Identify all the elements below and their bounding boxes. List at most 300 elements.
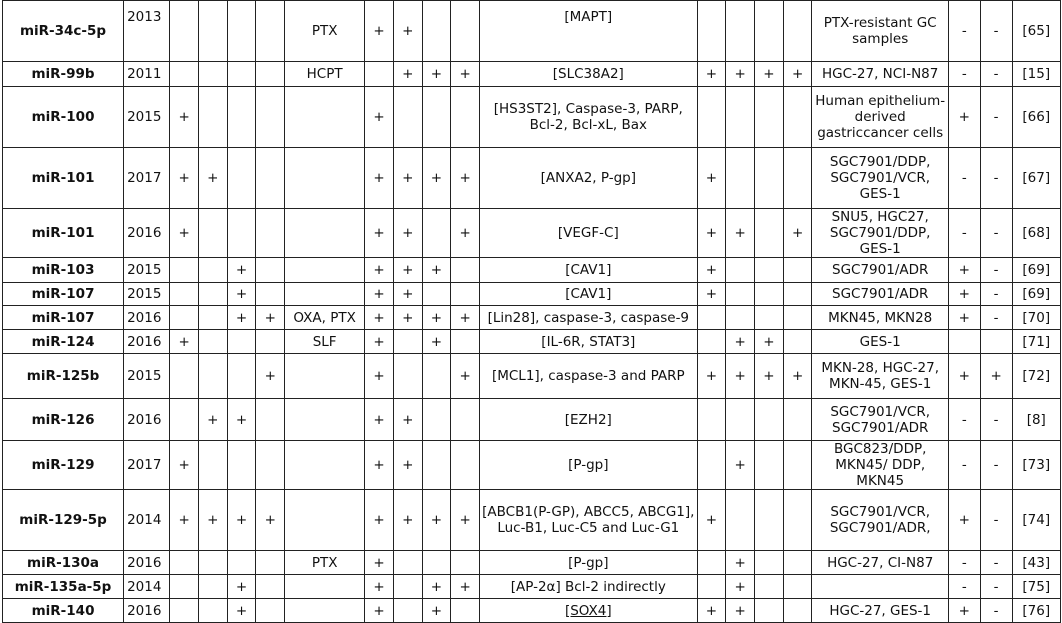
year-cell: 2015 xyxy=(124,87,170,148)
table-cell: + xyxy=(393,490,422,551)
table-cell: [69] xyxy=(1012,283,1060,306)
table-row xyxy=(3,306,1061,330)
table-cell xyxy=(393,551,422,575)
year-cell: 2016 xyxy=(124,399,170,441)
table-cell: [P-gp] xyxy=(480,551,698,575)
table-cell: + xyxy=(948,354,980,399)
table-row xyxy=(3,490,1061,551)
table-cell: [MAPT] xyxy=(480,1,698,62)
table-cell xyxy=(393,87,422,148)
table-cell xyxy=(726,490,755,551)
table-cell: + xyxy=(365,399,394,441)
table-cell: + xyxy=(393,62,422,87)
table-cell xyxy=(198,330,227,354)
table-cell: + xyxy=(422,330,451,354)
table-cell: + xyxy=(422,148,451,209)
table-cell xyxy=(755,399,784,441)
table-cell: + xyxy=(365,490,394,551)
table-cell xyxy=(198,209,227,258)
mirna-name-cell: miR-126 xyxy=(3,399,124,441)
table-cell: - xyxy=(980,575,1012,599)
table-cell xyxy=(285,441,365,490)
table-cell: - xyxy=(948,441,980,490)
table-cell xyxy=(365,62,394,87)
table-cell xyxy=(170,575,199,599)
table-cell: + xyxy=(170,441,199,490)
table-cell xyxy=(393,330,422,354)
table-cell xyxy=(198,551,227,575)
table-cell xyxy=(285,148,365,209)
table-cell: [VEGF-C] xyxy=(480,209,698,258)
table-cell: - xyxy=(980,283,1012,306)
table-cell xyxy=(227,551,256,575)
table-cell xyxy=(755,599,784,623)
year-cell: 2013 xyxy=(124,1,170,62)
year-cell: 2017 xyxy=(124,148,170,209)
year-cell: 2014 xyxy=(124,490,170,551)
table-cell: + xyxy=(365,283,394,306)
table-row xyxy=(3,1,1061,62)
table-cell xyxy=(198,87,227,148)
table-cell xyxy=(170,1,199,62)
table-cell xyxy=(170,354,199,399)
table-cell xyxy=(198,441,227,490)
table-row xyxy=(3,599,1061,623)
table-cell: + xyxy=(422,62,451,87)
table-cell: + xyxy=(451,575,480,599)
mirna-name-cell: miR-135a-5p xyxy=(3,575,124,599)
table-cell: + xyxy=(393,1,422,62)
table-cell: - xyxy=(948,209,980,258)
table-cell xyxy=(256,283,285,306)
table-cell xyxy=(256,330,285,354)
table-cell: SLF xyxy=(285,330,365,354)
table-cell: [HS3ST2], Caspase-3, PARP, Bcl-2, Bcl-xL, Bax xyxy=(480,87,698,148)
table-cell: - xyxy=(948,62,980,87)
table-cell xyxy=(948,330,980,354)
table-cell xyxy=(783,148,812,209)
table-cell: + xyxy=(227,258,256,283)
table-row xyxy=(3,62,1061,87)
table-cell xyxy=(783,1,812,62)
table-cell xyxy=(285,599,365,623)
table-row xyxy=(3,148,1061,209)
table-row xyxy=(3,87,1061,148)
table-cell: + xyxy=(227,490,256,551)
table-cell xyxy=(697,441,726,490)
table-cell: + xyxy=(726,441,755,490)
table-cell: - xyxy=(948,551,980,575)
table-cell: [IL-6R, STAT3] xyxy=(480,330,698,354)
table-cell xyxy=(726,283,755,306)
mirna-name-cell: miR-99b xyxy=(3,62,124,87)
table-cell xyxy=(451,399,480,441)
table-cell: + xyxy=(227,399,256,441)
year-cell: 2016 xyxy=(124,209,170,258)
table-row xyxy=(3,551,1061,575)
table-cell: + xyxy=(697,490,726,551)
table-cell: + xyxy=(393,258,422,283)
table-cell xyxy=(755,209,784,258)
table-cell: + xyxy=(948,599,980,623)
table-cell xyxy=(227,148,256,209)
table-cell: [74] xyxy=(1012,490,1060,551)
table-cell xyxy=(451,1,480,62)
table-cell xyxy=(755,1,784,62)
table-cell: - xyxy=(980,441,1012,490)
table-cell: + xyxy=(170,330,199,354)
table-cell: [MCL1], caspase-3 and PARP xyxy=(480,354,698,399)
table-cell: [AP-2α] Bcl-2 indirectly xyxy=(480,575,698,599)
table-cell: [76] xyxy=(1012,599,1060,623)
table-cell: + xyxy=(755,354,784,399)
table-cell xyxy=(422,209,451,258)
table-cell: - xyxy=(948,575,980,599)
table-cell: - xyxy=(948,148,980,209)
table-cell: SGC7901/ADR xyxy=(812,258,948,283)
table-cell xyxy=(170,62,199,87)
table-cell xyxy=(451,258,480,283)
table-cell: SGC7901/VCR, SGC7901/ADR, xyxy=(812,490,948,551)
table-cell: [69] xyxy=(1012,258,1060,283)
table-cell: + xyxy=(697,283,726,306)
table-cell: + xyxy=(365,87,394,148)
table-body xyxy=(3,1,1061,623)
table-cell xyxy=(783,575,812,599)
table-cell: - xyxy=(980,62,1012,87)
table-cell xyxy=(256,1,285,62)
table-cell: + xyxy=(365,209,394,258)
table-cell xyxy=(755,490,784,551)
table-cell: + xyxy=(198,490,227,551)
table-cell: + xyxy=(198,148,227,209)
table-cell xyxy=(170,599,199,623)
table-cell: SGC7901/DDP, SGC7901/VCR, GES-1 xyxy=(812,148,948,209)
table-cell: + xyxy=(726,354,755,399)
table-cell xyxy=(285,490,365,551)
table-cell xyxy=(227,330,256,354)
table-cell xyxy=(285,87,365,148)
table-cell xyxy=(285,258,365,283)
table-cell: [67] xyxy=(1012,148,1060,209)
table-cell xyxy=(783,283,812,306)
table-cell: [SOX4] xyxy=(480,599,698,623)
mirna-name-cell: miR-129-5p xyxy=(3,490,124,551)
table-cell: [P-gp] xyxy=(480,441,698,490)
mirna-name-cell: miR-103 xyxy=(3,258,124,283)
table-cell: [65] xyxy=(1012,1,1060,62)
table-cell: + xyxy=(783,209,812,258)
table-cell: [66] xyxy=(1012,87,1060,148)
table-row xyxy=(3,283,1061,306)
table-cell xyxy=(198,258,227,283)
table-cell: + xyxy=(365,148,394,209)
table-cell: SGC7901/ADR xyxy=(812,283,948,306)
table-cell xyxy=(755,148,784,209)
table-cell xyxy=(170,399,199,441)
table-cell xyxy=(227,87,256,148)
table-cell xyxy=(755,283,784,306)
table-cell: PTX xyxy=(285,551,365,575)
table-cell xyxy=(198,1,227,62)
year-cell: 2014 xyxy=(124,575,170,599)
table-cell: - xyxy=(948,399,980,441)
table-cell xyxy=(285,399,365,441)
table-cell xyxy=(755,306,784,330)
table-cell xyxy=(285,283,365,306)
mirna-name-cell: miR-107 xyxy=(3,283,124,306)
year-cell: 2017 xyxy=(124,441,170,490)
table-cell: + xyxy=(697,62,726,87)
table-cell xyxy=(198,306,227,330)
table-cell xyxy=(697,87,726,148)
table-cell: + xyxy=(365,258,394,283)
table-cell xyxy=(726,87,755,148)
table-cell: + xyxy=(783,62,812,87)
table-cell xyxy=(227,209,256,258)
table-cell xyxy=(256,62,285,87)
year-cell: 2016 xyxy=(124,330,170,354)
table-cell xyxy=(726,1,755,62)
table-cell xyxy=(697,575,726,599)
table-cell: - xyxy=(980,209,1012,258)
table-cell: + xyxy=(256,354,285,399)
table-cell: + xyxy=(422,490,451,551)
table-cell: - xyxy=(980,258,1012,283)
mirna-name-cell: miR-34c-5p xyxy=(3,1,124,62)
table-cell xyxy=(726,258,755,283)
table-cell: - xyxy=(980,1,1012,62)
mirna-name-cell: miR-101 xyxy=(3,148,124,209)
table-cell: + xyxy=(948,490,980,551)
table-cell: + xyxy=(227,599,256,623)
table-cell: [75] xyxy=(1012,575,1060,599)
table-cell xyxy=(198,283,227,306)
table-cell xyxy=(256,441,285,490)
table-cell: + xyxy=(980,354,1012,399)
table-cell: + xyxy=(948,258,980,283)
mirna-name-cell: miR-129 xyxy=(3,441,124,490)
table-cell xyxy=(783,258,812,283)
table-cell: + xyxy=(726,551,755,575)
mirna-name-cell: miR-125b xyxy=(3,354,124,399)
table-cell: + xyxy=(365,1,394,62)
table-cell: + xyxy=(393,148,422,209)
table-cell: + xyxy=(365,306,394,330)
table-cell: - xyxy=(980,599,1012,623)
table-cell xyxy=(422,441,451,490)
table-cell xyxy=(393,354,422,399)
table-cell: + xyxy=(451,354,480,399)
table-cell: HGC-27, GES-1 xyxy=(812,599,948,623)
table-cell xyxy=(227,1,256,62)
year-cell: 2016 xyxy=(124,599,170,623)
table-cell xyxy=(393,599,422,623)
table-cell xyxy=(755,551,784,575)
table-row xyxy=(3,399,1061,441)
table-cell xyxy=(256,148,285,209)
table-cell xyxy=(170,551,199,575)
table-cell xyxy=(755,575,784,599)
table-cell: + xyxy=(697,354,726,399)
table-cell: GES-1 xyxy=(812,330,948,354)
table-cell: + xyxy=(393,306,422,330)
table-cell xyxy=(256,258,285,283)
table-cell: + xyxy=(170,87,199,148)
table-cell: [ABCB1(P-GP), ABCC5, ABCG1], Luc-B1, Luc-C5 and Luc-G1 xyxy=(480,490,698,551)
table-cell xyxy=(422,551,451,575)
table-cell: + xyxy=(393,209,422,258)
table-cell: + xyxy=(422,306,451,330)
table-cell: + xyxy=(170,490,199,551)
table-cell: PTX xyxy=(285,1,365,62)
table-cell: + xyxy=(393,283,422,306)
table-cell xyxy=(256,599,285,623)
table-cell: MKN45, MKN28 xyxy=(812,306,948,330)
table-cell: - xyxy=(948,1,980,62)
table-cell: + xyxy=(451,209,480,258)
table-cell xyxy=(227,441,256,490)
mirna-name-cell: miR-107 xyxy=(3,306,124,330)
table-cell: + xyxy=(422,599,451,623)
table-cell: + xyxy=(726,209,755,258)
table-cell: + xyxy=(451,148,480,209)
table-cell xyxy=(198,62,227,87)
table-cell: [43] xyxy=(1012,551,1060,575)
table-cell xyxy=(227,354,256,399)
table-row xyxy=(3,330,1061,354)
table-cell: HGC-27, CI-N87 xyxy=(812,551,948,575)
table-cell: [15] xyxy=(1012,62,1060,87)
table-cell: [ANXA2, P-gp] xyxy=(480,148,698,209)
table-cell xyxy=(285,209,365,258)
mirna-name-cell: miR-100 xyxy=(3,87,124,148)
table-cell xyxy=(198,354,227,399)
table-cell: + xyxy=(697,258,726,283)
table-cell: + xyxy=(256,490,285,551)
table-cell: + xyxy=(726,330,755,354)
table-cell xyxy=(697,330,726,354)
mirna-name-cell: miR-101 xyxy=(3,209,124,258)
table-cell: + xyxy=(697,599,726,623)
table-cell: MKN-28, HGC-27, MKN-45, GES-1 xyxy=(812,354,948,399)
table-cell xyxy=(170,283,199,306)
table-cell: [CAV1] xyxy=(480,258,698,283)
year-cell: 2016 xyxy=(124,551,170,575)
table-cell xyxy=(697,306,726,330)
table-cell: + xyxy=(451,490,480,551)
table-cell: + xyxy=(451,62,480,87)
table-cell: [8] xyxy=(1012,399,1060,441)
table-cell: + xyxy=(365,330,394,354)
mirna-table xyxy=(2,0,1061,623)
table-cell: [EZH2] xyxy=(480,399,698,441)
table-cell xyxy=(256,551,285,575)
table-cell: + xyxy=(393,441,422,490)
table-cell: Human epithelium-derived gastriccancer cells xyxy=(812,87,948,148)
table-cell: + xyxy=(227,575,256,599)
table-cell: [SLC38A2] xyxy=(480,62,698,87)
table-cell: + xyxy=(755,330,784,354)
table-cell: + xyxy=(365,599,394,623)
table-cell: + xyxy=(198,399,227,441)
table-cell: + xyxy=(783,354,812,399)
table-cell: + xyxy=(948,283,980,306)
table-cell xyxy=(783,551,812,575)
table-cell: [73] xyxy=(1012,441,1060,490)
table-cell xyxy=(726,399,755,441)
table-cell: HCPT xyxy=(285,62,365,87)
table-cell: + xyxy=(755,62,784,87)
table-cell xyxy=(451,330,480,354)
table-cell: + xyxy=(227,306,256,330)
table-cell xyxy=(256,87,285,148)
table-row xyxy=(3,354,1061,399)
table-cell: + xyxy=(726,575,755,599)
table-cell: - xyxy=(980,399,1012,441)
table-cell xyxy=(198,575,227,599)
table-cell: - xyxy=(980,551,1012,575)
table-cell xyxy=(227,62,256,87)
table-cell xyxy=(422,87,451,148)
table-cell: + xyxy=(422,575,451,599)
table-cell xyxy=(783,399,812,441)
table-cell: + xyxy=(948,306,980,330)
table-cell xyxy=(755,258,784,283)
mirna-name-cell: miR-130a xyxy=(3,551,124,575)
table-cell xyxy=(783,87,812,148)
table-cell xyxy=(451,283,480,306)
table-cell xyxy=(451,87,480,148)
table-cell xyxy=(256,399,285,441)
table-cell xyxy=(980,330,1012,354)
table-cell xyxy=(726,306,755,330)
table-cell: + xyxy=(170,148,199,209)
table-cell xyxy=(783,330,812,354)
table-cell: [CAV1] xyxy=(480,283,698,306)
table-cell xyxy=(783,490,812,551)
table-cell: HGC-27, NCI-N87 xyxy=(812,62,948,87)
year-cell: 2015 xyxy=(124,283,170,306)
table-cell xyxy=(755,441,784,490)
table-cell: + xyxy=(170,209,199,258)
table-cell xyxy=(726,148,755,209)
table-cell: SGC7901/VCR, SGC7901/ADR xyxy=(812,399,948,441)
table-cell xyxy=(697,1,726,62)
table-cell xyxy=(783,306,812,330)
table-cell: + xyxy=(365,551,394,575)
table-cell: + xyxy=(393,399,422,441)
table-cell: + xyxy=(365,354,394,399)
table-cell: [Lin28], caspase-3, caspase-9 xyxy=(480,306,698,330)
table-cell xyxy=(422,354,451,399)
table-cell: + xyxy=(726,599,755,623)
table-cell: + xyxy=(948,87,980,148)
table-cell: + xyxy=(451,306,480,330)
table-cell: - xyxy=(980,490,1012,551)
table-cell xyxy=(451,551,480,575)
mirna-name-cell: miR-140 xyxy=(3,599,124,623)
table-cell xyxy=(812,575,948,599)
table-cell: + xyxy=(422,258,451,283)
table-cell: + xyxy=(365,575,394,599)
table-cell: PTX-resistant GC samples xyxy=(812,1,948,62)
table-cell: - xyxy=(980,87,1012,148)
year-cell: 2016 xyxy=(124,306,170,330)
table-cell: SNU5, HGC27, SGC7901/DDP, GES-1 xyxy=(812,209,948,258)
table-cell: - xyxy=(980,306,1012,330)
table-cell xyxy=(170,306,199,330)
